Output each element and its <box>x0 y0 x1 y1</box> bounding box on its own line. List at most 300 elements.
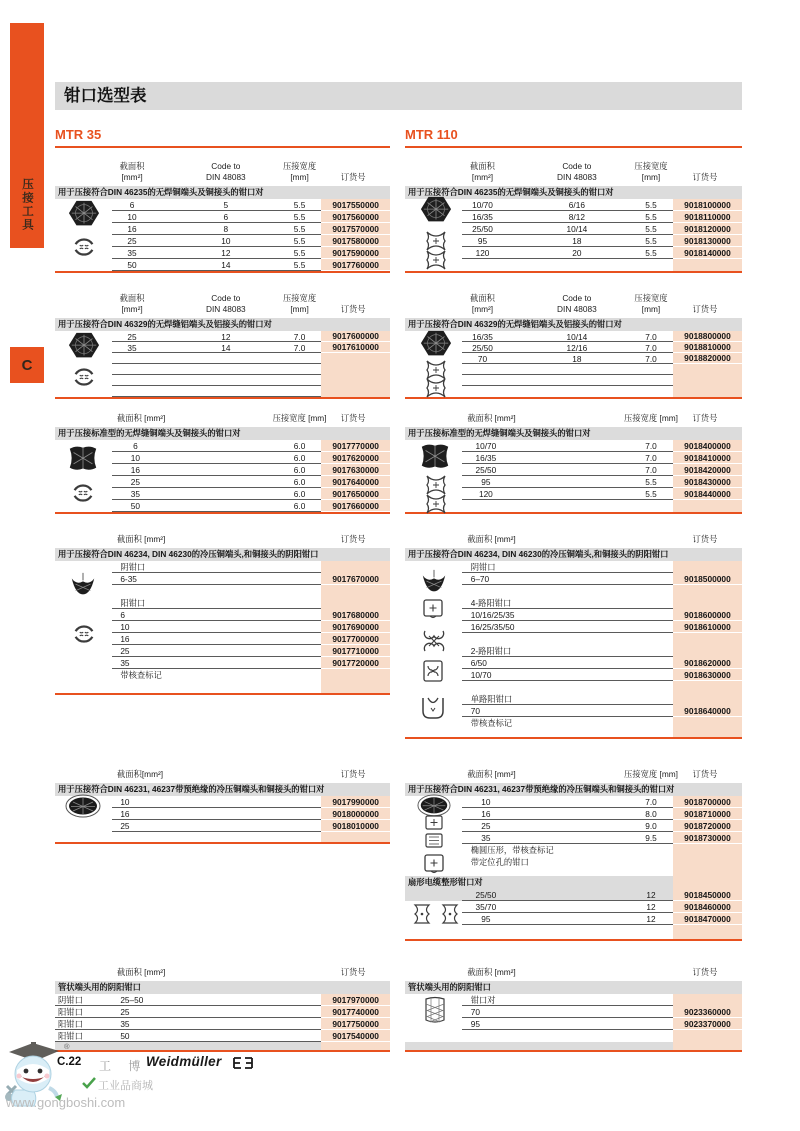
hex-die-icon <box>420 195 452 228</box>
row-type-label: 阳钳口 <box>58 1031 83 1041</box>
order-number: 9023360000 <box>673 1006 742 1018</box>
cell: 9.0 <box>645 821 657 831</box>
cell: 120 <box>475 248 490 258</box>
cell: 25/50 <box>472 342 493 353</box>
cell: 16/35 <box>472 331 493 342</box>
column-header <box>117 534 165 545</box>
column-header-line: DIN 48083 <box>557 172 597 183</box>
table-row <box>55 994 390 1006</box>
cell: 9.5 <box>645 833 657 843</box>
table-header <box>55 150 390 186</box>
cell: 5 <box>223 200 229 210</box>
order-number: 9017750000 <box>321 1018 390 1030</box>
column-header <box>117 967 165 978</box>
column-header <box>692 769 717 780</box>
column-header-line: 压接宽度 [mm] <box>272 413 327 424</box>
column-header-line: 截面积 [mm²] <box>116 413 166 424</box>
column-header <box>341 413 366 424</box>
brand-logo-icon <box>232 1056 254 1075</box>
check-icon <box>82 1076 96 1094</box>
column-header-line: DIN 48083 <box>557 304 597 315</box>
jaw-table <box>405 405 742 514</box>
square-stack-icon <box>423 815 445 854</box>
column-header-line: 订货号 <box>340 413 366 424</box>
table-row <box>405 211 742 223</box>
order-number: 9018460000 <box>673 901 742 913</box>
table-header <box>55 961 390 981</box>
column-header-line: [mm²] <box>471 304 494 315</box>
table-row <box>405 331 742 342</box>
note-row <box>405 856 742 868</box>
cell: 95 <box>481 477 491 487</box>
order-number: 9018730000 <box>673 832 742 844</box>
cell: 35 <box>127 248 137 258</box>
jaw-table <box>55 961 390 1052</box>
table-row <box>405 476 742 488</box>
table-row <box>55 476 390 488</box>
cell: 6-35 <box>120 574 137 584</box>
cell: 120 <box>478 489 493 499</box>
subsection-row <box>55 561 390 573</box>
row-type-label: 阴钳口 <box>58 995 83 1005</box>
cell: 7.0 <box>293 342 306 353</box>
order-number: 9017720000 <box>321 657 390 669</box>
order-number: 9018410000 <box>673 452 742 464</box>
column-header-line: 订货号 <box>340 967 366 978</box>
order-number: 9017580000 <box>321 235 390 247</box>
table-rows <box>405 199 742 271</box>
gray-note-row <box>405 1042 742 1050</box>
section-title: 管状端头用的阴阳钳口 <box>405 981 742 994</box>
square-cross-icon <box>422 598 444 625</box>
table-row <box>405 223 742 235</box>
cell: 5.5 <box>645 200 657 210</box>
order-number: 9018470000 <box>673 913 742 925</box>
order-number: 9023370000 <box>673 1018 742 1030</box>
jaw-table <box>55 285 390 399</box>
column-header <box>206 161 246 183</box>
jaw-table <box>55 150 390 273</box>
cell: 12 <box>221 331 231 342</box>
column-header-line: Code to <box>211 161 241 172</box>
cell: 25/50 <box>472 224 493 234</box>
column-header <box>624 413 678 424</box>
table-row <box>405 796 742 808</box>
page-number: C.22 <box>57 1056 82 1068</box>
column-header-line: 压接宽度 <box>634 161 668 172</box>
column-header-line: 订货号 <box>692 304 718 315</box>
column-header <box>341 172 366 183</box>
jaw-table <box>405 528 742 739</box>
mid-section-row <box>405 876 742 889</box>
cell: 95 <box>470 1019 480 1029</box>
cell: 6 <box>133 441 138 451</box>
row-separator <box>112 270 321 271</box>
table-row <box>405 820 742 832</box>
column-header-line: 截面积 [mm²] <box>467 967 516 978</box>
cell: 50 <box>127 260 137 270</box>
column-header-line: 订货号 <box>692 769 718 780</box>
order-number: 9017740000 <box>321 1006 390 1018</box>
table-row <box>405 353 742 364</box>
cell: 35 <box>120 658 130 668</box>
order-number: 9017620000 <box>321 452 390 464</box>
table-row <box>405 889 742 901</box>
claw-icon <box>70 233 98 266</box>
section-title: 管状端头用的阴阳钳口 <box>55 981 390 994</box>
table-header <box>405 961 742 981</box>
order-number: 9017700000 <box>321 633 390 645</box>
column-header <box>692 534 717 545</box>
column-header-line: 截面积 [mm²] <box>467 534 516 545</box>
gap-row <box>55 585 390 597</box>
cell: 5.5 <box>293 236 306 246</box>
cell: 70 <box>477 353 488 364</box>
column-header <box>341 304 366 315</box>
claw-icon <box>70 620 98 653</box>
column-header-line: 截面积 <box>470 293 495 304</box>
column-header <box>273 413 327 424</box>
table-row <box>55 657 390 669</box>
column-header-line: 压接宽度 [mm] <box>624 769 678 780</box>
gap-row <box>55 681 390 693</box>
table-row <box>55 452 390 464</box>
column-header-line: 压接宽度 <box>282 161 317 172</box>
table-row <box>55 331 390 342</box>
subsection-label: 阴钳口 <box>120 562 146 572</box>
empty-row <box>55 364 390 375</box>
table-row <box>405 342 742 353</box>
order-number: 9018140000 <box>673 247 742 259</box>
column-header <box>117 769 163 780</box>
cell: 35 <box>481 833 491 843</box>
order-number: 9018810000 <box>673 342 742 353</box>
table-header <box>405 528 742 548</box>
cell: 7.0 <box>293 331 306 342</box>
column-header-line: 截面积 [mm²] <box>467 769 516 780</box>
section-title: 扇形电缆整形钳口对 <box>408 877 483 887</box>
section-title: 用于压接符合DIN 46234, DIN 46230的冷压铜端头,和铜接头的阴阳钳口 <box>405 548 742 561</box>
order-number: 9018130000 <box>673 235 742 247</box>
cell: 6.0 <box>293 453 306 463</box>
table-rows <box>55 440 390 512</box>
gray-footer-band <box>55 1042 321 1050</box>
cell: 95 <box>481 914 491 924</box>
section-letter-badge: C <box>10 347 44 383</box>
column-header <box>283 293 316 315</box>
table-rows <box>405 331 742 397</box>
column-header <box>467 769 515 780</box>
cell: 6 <box>129 200 135 210</box>
jaw-table <box>405 150 742 273</box>
hex-die-icon <box>420 329 452 362</box>
cell: 25 <box>120 821 130 831</box>
gap-row <box>405 500 742 512</box>
column-header-line: 订货号 <box>692 413 718 424</box>
cell: 12 <box>646 890 656 900</box>
empty-row <box>405 364 742 375</box>
table-rows <box>405 561 742 737</box>
mesh-basket-icon <box>422 995 448 1030</box>
table-row <box>405 488 742 500</box>
order-number: 9017600000 <box>321 331 390 342</box>
empty-row <box>55 353 390 364</box>
column-header-line: 截面积 [mm²] <box>116 534 166 545</box>
cell: 70 <box>470 1007 480 1017</box>
order-number: 9017570000 <box>321 223 390 235</box>
column-header-line: 截面积 <box>119 161 145 172</box>
cell: 10 <box>127 212 137 222</box>
table-row <box>405 609 742 621</box>
cell: 18 <box>572 236 582 246</box>
table-row <box>55 259 390 271</box>
cell: 25 <box>127 236 137 246</box>
cell: 5.5 <box>645 489 657 499</box>
table-row <box>55 645 390 657</box>
column-header-line: [mm] <box>290 172 309 183</box>
cell: 10/70 <box>475 441 497 451</box>
cell: 6/50 <box>470 658 487 668</box>
order-number: 9018440000 <box>673 488 742 500</box>
cell: 8.0 <box>645 809 657 819</box>
cell: 8 <box>223 224 229 234</box>
cell: 25 <box>120 646 130 656</box>
cell: 5.5 <box>645 477 657 487</box>
table-header <box>55 405 390 427</box>
cell: 10/16/25/35 <box>470 610 515 620</box>
column-header-line: [mm] <box>290 304 309 315</box>
bracket-pair-icon <box>413 903 465 930</box>
note-text: 带核查标记 <box>470 718 513 728</box>
gap-row <box>405 386 742 397</box>
column-header <box>120 293 145 315</box>
x-cluster-icon <box>419 628 449 659</box>
gray-footer-band <box>405 1042 673 1050</box>
watermark-url: www.gongboshi.com <box>6 1095 126 1110</box>
cell: 5.5 <box>645 248 657 258</box>
cell: 7.0 <box>645 342 657 353</box>
note-text: 带定位孔的钳口 <box>470 857 529 867</box>
table-row <box>405 808 742 820</box>
table-row <box>55 808 390 820</box>
table-rows <box>405 994 742 1050</box>
table-row <box>55 223 390 235</box>
cell: 25/50 <box>475 890 497 900</box>
jaw-table <box>55 528 390 695</box>
cell: 7.0 <box>645 353 657 364</box>
order-number: 9017760000 <box>321 259 390 271</box>
section-title: 用于压接符合DIN 46329的无焊缝铝端头及铝接头的钳口对 <box>405 318 742 331</box>
jaw-table <box>405 961 742 1052</box>
table-row <box>405 832 742 844</box>
note-text: 椭圆压形，带核查标记 <box>470 845 554 855</box>
cell: 10/14 <box>566 331 588 342</box>
cell: 50 <box>130 501 141 511</box>
subsection-row <box>55 597 390 609</box>
column-header-line: [mm²] <box>121 172 143 183</box>
cell: 16 <box>120 809 130 819</box>
hex-die-icon <box>68 199 100 232</box>
column-header-line: DIN 48083 <box>206 304 246 315</box>
order-number: 9018820000 <box>673 353 742 364</box>
column-header <box>692 172 717 183</box>
column-header-line: 订货号 <box>340 304 366 315</box>
table-rows <box>55 561 390 693</box>
cell: 7.0 <box>645 331 657 342</box>
column-header-line: 订货号 <box>340 534 366 545</box>
gap-row <box>405 259 742 271</box>
order-number: 9017610000 <box>321 342 390 353</box>
column-heading-mtr35: MTR 35 <box>55 127 390 148</box>
cell: 10 <box>481 797 491 807</box>
table-row <box>405 452 742 464</box>
cell: 25–50 <box>120 995 144 1005</box>
table-row <box>405 657 742 669</box>
order-number: 9017540000 <box>321 1030 390 1042</box>
gap-row <box>405 729 742 737</box>
row-type-label: 阳钳口 <box>58 1007 83 1017</box>
column-header <box>117 413 165 424</box>
order-number: 9018420000 <box>673 464 742 476</box>
cell: 50 <box>120 1031 130 1041</box>
column-header <box>341 967 366 978</box>
order-number: 9018710000 <box>673 808 742 820</box>
column-heading-mtr110: MTR 110 <box>405 127 742 148</box>
table-row <box>405 440 742 452</box>
column-header <box>206 293 246 315</box>
table-row <box>55 820 390 832</box>
x-jaw-icon <box>424 493 448 520</box>
order-number: 9018610000 <box>673 621 742 633</box>
cell: 12 <box>221 248 231 258</box>
subsection-row <box>405 561 742 573</box>
table-row <box>55 1018 390 1030</box>
bowtie-die-icon <box>418 442 452 475</box>
cell: 14 <box>221 342 231 353</box>
section-title: 用于压接标准型的无焊缝铜端头及铜接头的钳口对 <box>55 427 390 440</box>
order-number: 9018640000 <box>673 705 742 717</box>
column-header-line: 截面积 <box>119 293 145 304</box>
square-cross-icon <box>423 853 445 880</box>
empty-row <box>55 375 390 386</box>
order-number: 9018720000 <box>673 820 742 832</box>
table-row <box>55 609 390 621</box>
order-number: 9017560000 <box>321 211 390 223</box>
cell: 5.5 <box>645 236 657 246</box>
column-header <box>341 534 366 545</box>
column-header <box>624 769 678 780</box>
watermark-shop-name: 工业品商城 <box>98 1080 153 1092</box>
table-row <box>405 1006 742 1018</box>
column-header <box>692 967 717 978</box>
cell: 8/12 <box>568 212 585 222</box>
sidebar-category-label: 压接工具 <box>21 178 33 232</box>
cell: 5.5 <box>293 200 306 210</box>
section-title: 用于压接符合DIN 46231, 46237带预绝缘的冷压铜端头和铜接头的钳口对 <box>55 783 390 796</box>
subsection-label: 4-路阳钳口 <box>470 598 512 608</box>
column-header-line: Code to <box>211 293 241 304</box>
table-rows <box>55 199 390 271</box>
order-number: 9018800000 <box>673 331 742 342</box>
column-header <box>557 293 597 315</box>
table-header <box>55 285 390 318</box>
column-header <box>467 534 515 545</box>
cell: 95 <box>477 236 488 246</box>
u-jaw-icon <box>420 696 446 725</box>
table-row <box>405 621 742 633</box>
table-row <box>405 464 742 476</box>
column-header-line: 截面积 <box>470 161 495 172</box>
cup-die-icon <box>69 572 97 601</box>
column-header-line: 订货号 <box>692 967 718 978</box>
order-number: 9017690000 <box>321 621 390 633</box>
subsection-label: 阳钳口 <box>120 598 146 608</box>
section-title: 用于压接符合DIN 46231, 46237带预绝缘的冷压铜端头和铜接头的钳口对 <box>405 783 742 796</box>
cell: 6.0 <box>293 441 306 451</box>
cell: 7.0 <box>645 465 657 475</box>
column-header-line: 订货号 <box>340 769 366 780</box>
table-row <box>55 1006 390 1018</box>
gap-row <box>405 1030 742 1042</box>
cup-die-icon <box>420 569 448 598</box>
cell: 5.5 <box>645 212 657 222</box>
table-rows <box>405 440 742 512</box>
column-header <box>467 967 515 978</box>
cell: 16 <box>120 634 130 644</box>
subsection-row <box>405 645 742 657</box>
cell: 6.0 <box>293 477 306 487</box>
gap-row <box>405 633 742 645</box>
table-row <box>55 211 390 223</box>
note-text: 带核查标记 <box>120 670 162 680</box>
registered-mark: ® <box>64 1041 70 1051</box>
order-number: 9018600000 <box>673 609 742 621</box>
cell: 35 <box>130 489 141 499</box>
x-jaw-icon <box>424 377 448 404</box>
section-title: 用于压接符合DIN 46235的无焊铜端头及铜接头的钳口对 <box>55 186 390 199</box>
table-rows <box>55 796 390 842</box>
cell: 35 <box>120 1019 130 1029</box>
jaw-table <box>405 285 742 399</box>
jaw-table <box>55 763 390 844</box>
gap-row <box>405 681 742 693</box>
column-header-line: DIN 48083 <box>206 172 246 183</box>
gap-row <box>405 868 742 876</box>
cell: 5.5 <box>293 248 306 258</box>
cell: 16/25/35/50 <box>470 622 515 632</box>
column-header-line: Code to <box>562 293 592 304</box>
order-number: 9018450000 <box>673 889 742 901</box>
column-header <box>120 161 145 183</box>
table-row <box>55 488 390 500</box>
order-number: 9017680000 <box>321 609 390 621</box>
column-header-line: 压接宽度 [mm] <box>624 413 678 424</box>
sidebar-category-tab <box>10 23 44 248</box>
order-number: 9018110000 <box>673 211 742 223</box>
column-header-line: 压接宽度 <box>282 293 317 304</box>
cell: 12 <box>646 902 656 912</box>
column-header-line: 截面积[mm²] <box>116 769 164 780</box>
order-number: 9017770000 <box>321 440 390 452</box>
table-row <box>405 1018 742 1030</box>
table-row <box>55 500 390 512</box>
cell: 20 <box>572 248 582 258</box>
gap-row <box>405 585 742 597</box>
note-row <box>55 669 390 681</box>
column-header <box>470 161 495 183</box>
column-header <box>634 293 667 315</box>
claw-icon <box>69 479 97 512</box>
